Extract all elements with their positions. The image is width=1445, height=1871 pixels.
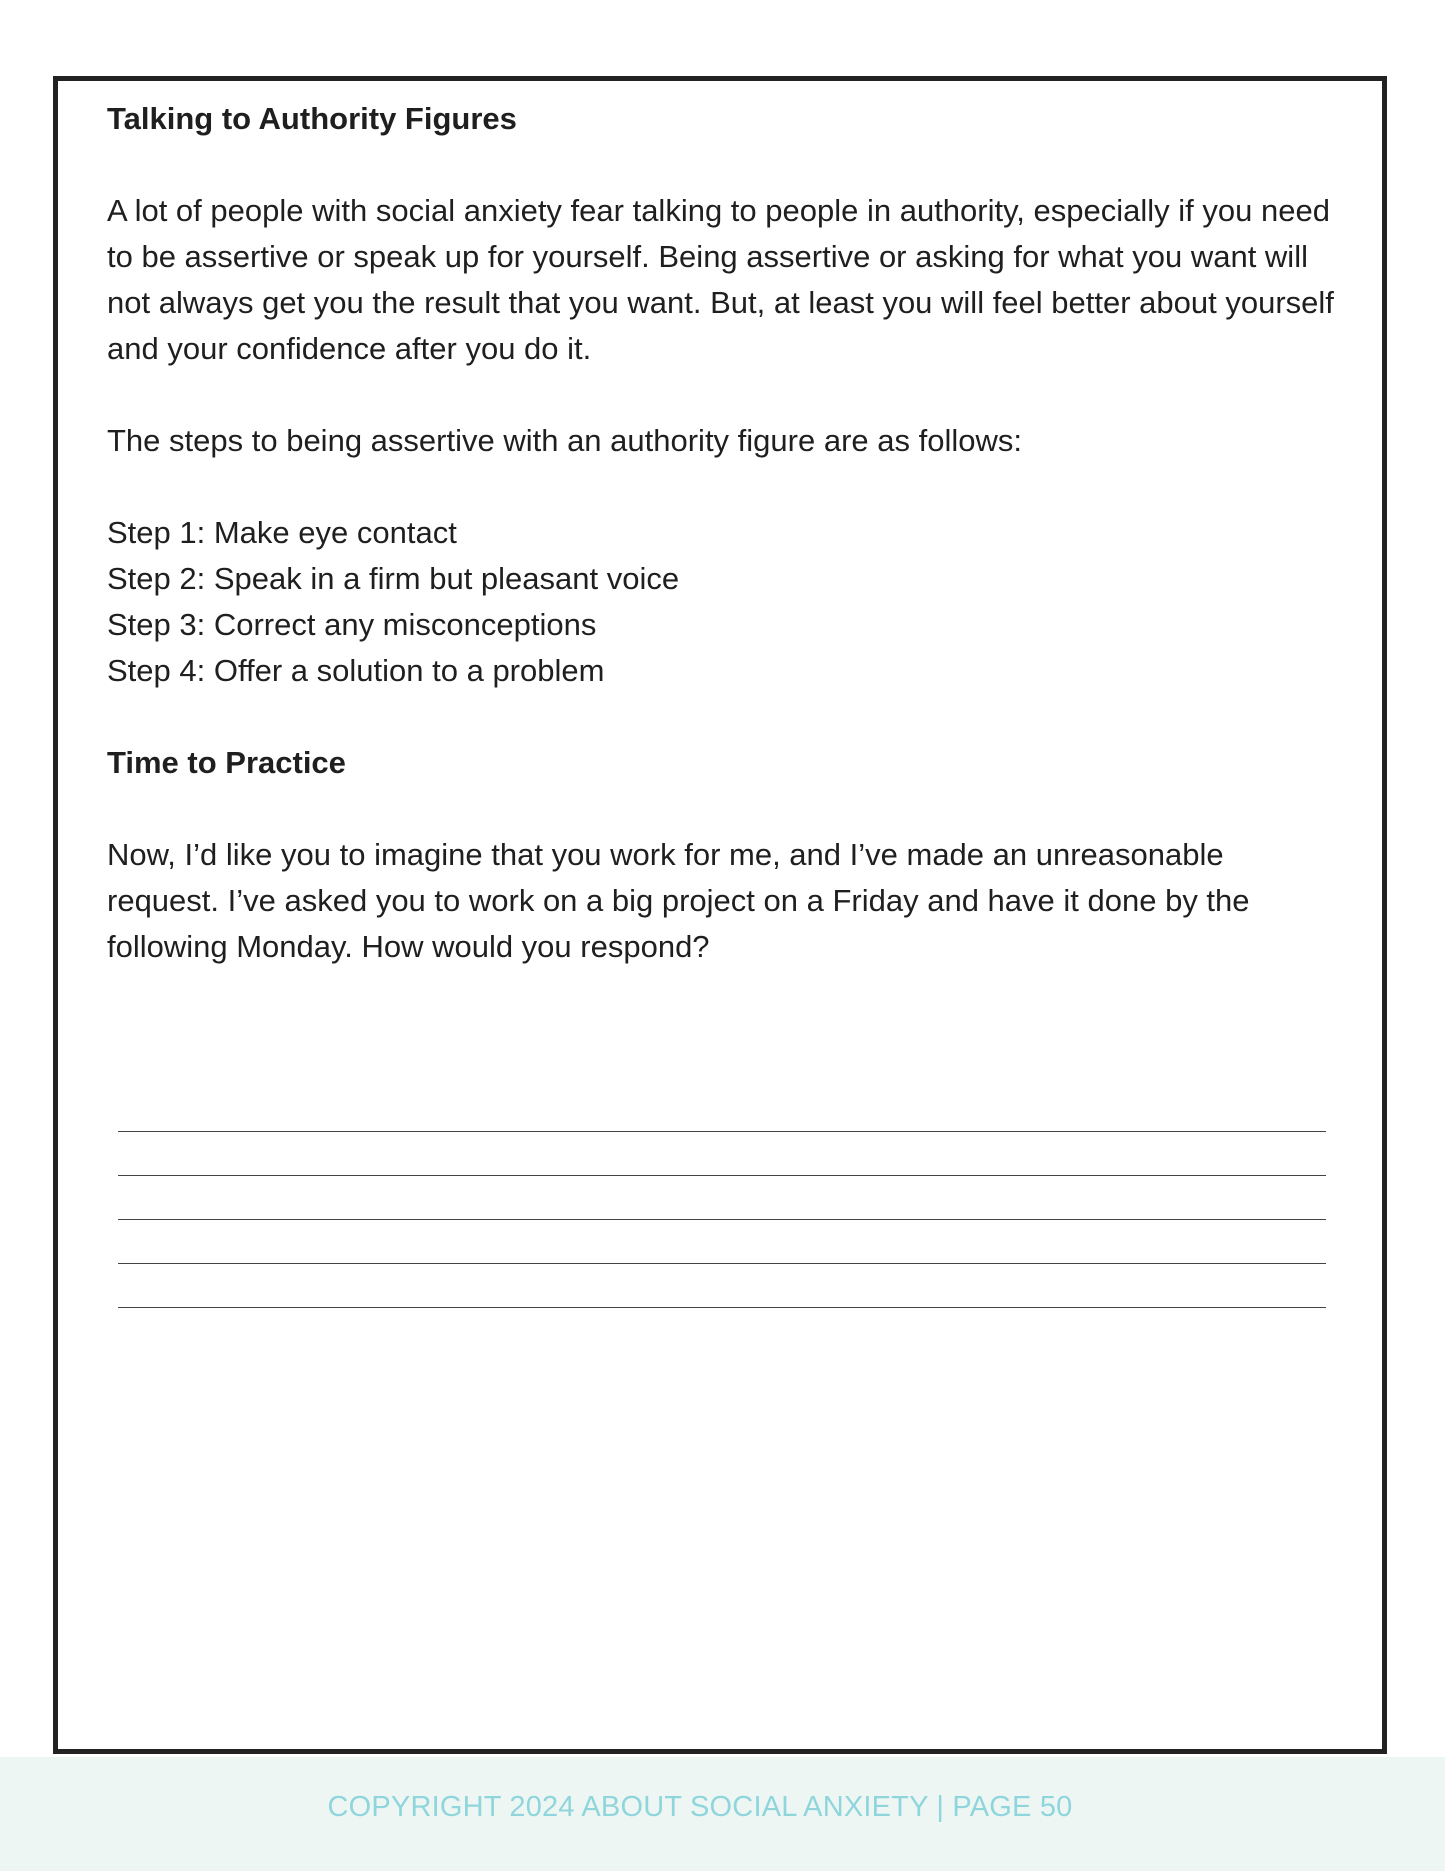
steps-intro: The steps to being assertive with an authority figure are as follows: bbox=[107, 423, 1022, 458]
answer-line[interactable] bbox=[118, 1219, 1326, 1220]
footer-copyright: COPYRIGHT 2024 ABOUT SOCIAL ANXIETY | PAGE 50 bbox=[327, 1791, 1073, 1823]
answer-line[interactable] bbox=[118, 1131, 1326, 1132]
answer-lines[interactable] bbox=[118, 1131, 1326, 1351]
section-heading-practice: Time to Practice bbox=[107, 745, 346, 780]
spacer bbox=[107, 786, 1337, 832]
step-item: Step 4: Offer a solution to a problem bbox=[107, 653, 605, 688]
answer-line[interactable] bbox=[118, 1307, 1326, 1308]
intro-paragraph: A lot of people with social anxiety fear talking to people in authority, especially if you need to be assertive or speak up for yourself. Being assertive or asking for what you want will not always get you the result that you want. But, at least you will feel better about yourself and your confidence after you do it. bbox=[107, 193, 1334, 366]
step-item: Step 2: Speak in a firm but pleasant voice bbox=[107, 561, 680, 596]
step-item: Step 1: Make eye contact bbox=[107, 515, 457, 550]
spacer bbox=[107, 694, 1337, 740]
page-content bbox=[107, 96, 1337, 970]
spacer bbox=[107, 372, 1337, 418]
practice-paragraph: Now, I’d like you to imagine that you work for me, and I’ve made an unreasonable request. I’ve asked you to work on a big project on a Friday and have it done by the following Monday. How would you respond? bbox=[107, 837, 1250, 964]
steps-list bbox=[107, 510, 1337, 694]
section-heading-authority: Talking to Authority Figures bbox=[107, 101, 517, 136]
answer-line[interactable] bbox=[118, 1263, 1326, 1264]
footer-bar bbox=[0, 1757, 1445, 1871]
step-item: Step 3: Correct any misconceptions bbox=[107, 607, 597, 642]
spacer bbox=[107, 142, 1337, 188]
spacer bbox=[107, 464, 1337, 510]
answer-line[interactable] bbox=[118, 1175, 1326, 1176]
